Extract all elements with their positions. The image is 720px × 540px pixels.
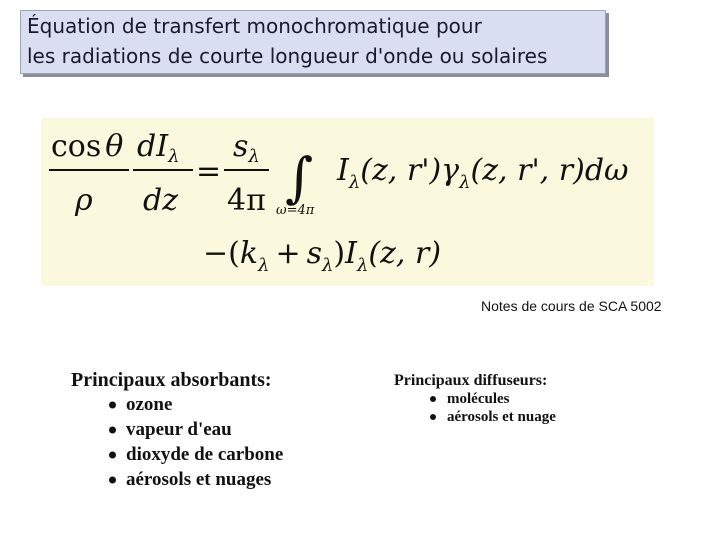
absorber-item: ozone [71,392,283,417]
bullet-icon [109,476,116,483]
integral-sign: ∫ [285,146,314,209]
slide-title-line-1: Équation de transfert monochromatique pour [27,14,482,38]
absorbers-list [71,368,283,492]
source-note: Notes de cours de SCA 5002 [481,298,662,314]
scatterers-list [394,372,556,426]
absorber-item: dioxyde de carbone [71,442,283,467]
scatterers-title: Principaux diffuseurs: [394,372,548,389]
absorber-item: aérosols et nuages [71,467,283,492]
frac3-numerator: $s_\lambda$ [233,129,260,167]
bullet-icon [430,414,436,420]
bullet-icon [109,451,116,458]
absorber-item: vapeur d'eau [71,417,283,442]
equation-line-2: $-(k_\lambda + s_\lambda)I_\lambda(z$, r) [203,236,442,276]
equals-sign: = [196,154,222,189]
frac2-numerator: $dI_\lambda$ [137,129,180,167]
frac3-denominator: 4π [227,183,266,218]
bullet-icon [109,401,116,408]
scatterer-item: molécules [394,390,556,408]
bullet-icon [109,426,116,433]
bullet-icon [430,396,436,402]
integrand: $I_\lambda(z$, $r')\gamma_\lambda(z$, r', r)dω [337,153,629,193]
frac1-denominator: ρ [75,183,93,218]
frac1-numerator: cos θ [51,129,124,164]
scatterer-item: aérosols et nuage [394,408,556,426]
equation-panel [41,118,654,286]
absorbers-title: Principaux absorbants: [71,369,272,391]
frac2-denominator: dz [143,183,179,218]
transfer-equation [41,118,654,286]
slide-title-box [20,10,606,74]
slide-title-line-2: les radiations de courte longueur d'onde ou solaires [27,44,548,68]
integral-limit: ω=4π [276,203,315,218]
